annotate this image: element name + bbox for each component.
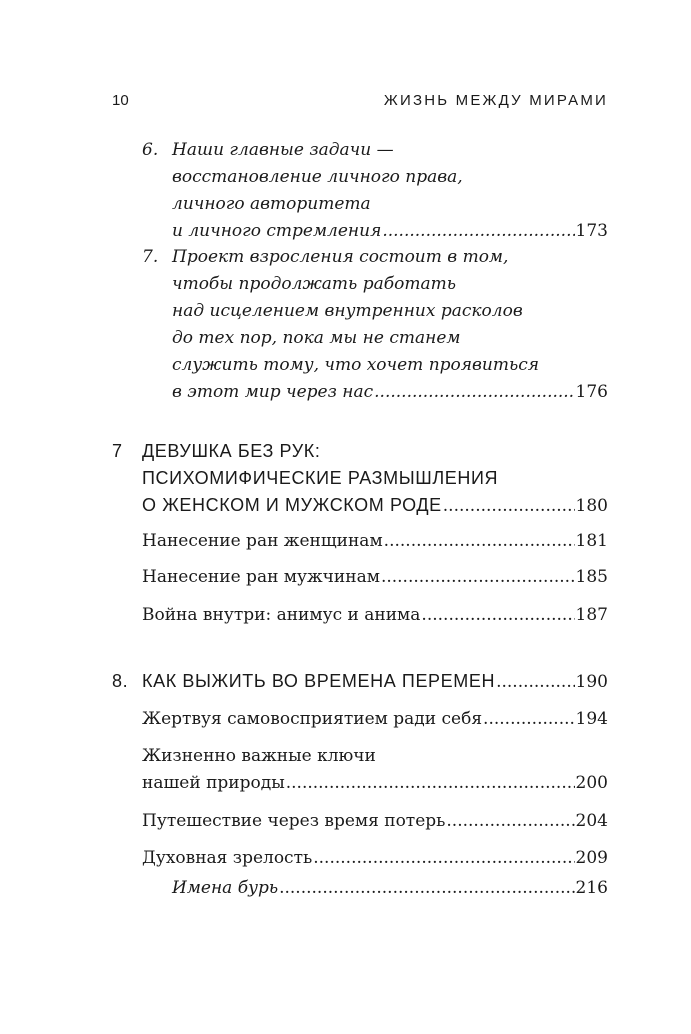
page-ref: 176 [575, 382, 608, 402]
dot-leader [446, 808, 574, 835]
section-label: Путешествие через время потерь [142, 811, 446, 831]
page-ref: 173 [575, 221, 608, 241]
section-wounding-women[interactable] [112, 528, 608, 555]
dot-leader [421, 602, 574, 629]
chapter-8[interactable] [112, 668, 608, 695]
chapter-7[interactable] [112, 438, 608, 519]
page-ref: 209 [575, 848, 608, 868]
page-ref: 190 [575, 672, 608, 692]
section-sacrificing-self[interactable] [112, 706, 608, 733]
page-ref: 200 [575, 773, 608, 793]
dot-leader [382, 218, 574, 245]
section-names-of-storms[interactable] [112, 875, 608, 902]
section-label: Война внутри: анимус и анима [142, 605, 421, 625]
item-number: 6. [142, 140, 159, 160]
chapter-title-line: ПСИХОМИФИЧЕСКИЕ РАЗМЫШЛЕНИЯ [142, 468, 499, 488]
item-line: личного авторитета [172, 194, 371, 214]
chapter-title-line: ДЕВУШКА БЕЗ РУК: [142, 441, 321, 461]
page-ref: 194 [575, 709, 608, 729]
page-ref: 187 [575, 605, 608, 625]
dot-leader [384, 528, 575, 555]
section-wounding-men[interactable] [112, 564, 608, 591]
section-label: Нанесение ран мужчинам [142, 567, 380, 587]
item-line: служить тому, что хочет проявиться [172, 355, 540, 375]
section-vital-keys[interactable] [112, 743, 608, 797]
section-journey-losses[interactable] [112, 808, 608, 835]
page-ref: 180 [575, 496, 608, 516]
section-label: Жертвуя самовосприятием ради себя [142, 709, 483, 729]
page-ref: 204 [575, 811, 608, 831]
page-ref: 181 [575, 531, 608, 551]
dot-leader [374, 379, 574, 406]
section-spiritual-maturity[interactable] [112, 845, 608, 872]
dot-leader [286, 770, 575, 797]
section-war-within[interactable] [112, 602, 608, 629]
item-number: 7. [142, 247, 159, 267]
toc-item-7[interactable] [112, 244, 608, 406]
dot-leader [279, 875, 574, 902]
section-label: Имена бурь [172, 878, 279, 898]
page-ref: 185 [575, 567, 608, 587]
chapter-title-line: О ЖЕНСКОМ И МУЖСКОМ РОДЕ [142, 495, 442, 515]
chapter-number: 7 [112, 441, 123, 461]
section-label-cont: нашей природы [142, 773, 285, 793]
item-line: и личного стремления [172, 221, 382, 241]
dot-leader [483, 706, 575, 733]
item-line: в этот мир через нас [172, 382, 374, 402]
section-label: Нанесение ран женщинам [142, 531, 383, 551]
item-line: чтобы продолжать работать [172, 274, 456, 294]
section-label: Духовная зрелость [142, 848, 313, 868]
item-line: восстановление личного права, [172, 167, 463, 187]
item-line: над исцелением внутренних расколов [172, 301, 523, 321]
toc-item-6[interactable] [112, 137, 608, 245]
dot-leader [496, 669, 574, 696]
item-line: до тех пор, пока мы не станем [172, 328, 461, 348]
item-line: Наши главные задачи — [172, 140, 394, 160]
section-label: Жизненно важные ключи [142, 746, 376, 766]
chapter-title: КАК ВЫЖИТЬ ВО ВРЕМЕНА ПЕРЕМЕН [142, 671, 496, 691]
item-line: Проект взросления состоит в том, [172, 247, 509, 267]
page-number: 10 [112, 92, 129, 109]
chapter-number: 8. [112, 671, 129, 691]
dot-leader [381, 564, 575, 591]
dot-leader [443, 493, 575, 520]
page-ref: 216 [575, 878, 608, 898]
running-title: ЖИЗНЬ МЕЖДУ МИРАМИ [383, 92, 608, 109]
dot-leader [313, 845, 574, 872]
